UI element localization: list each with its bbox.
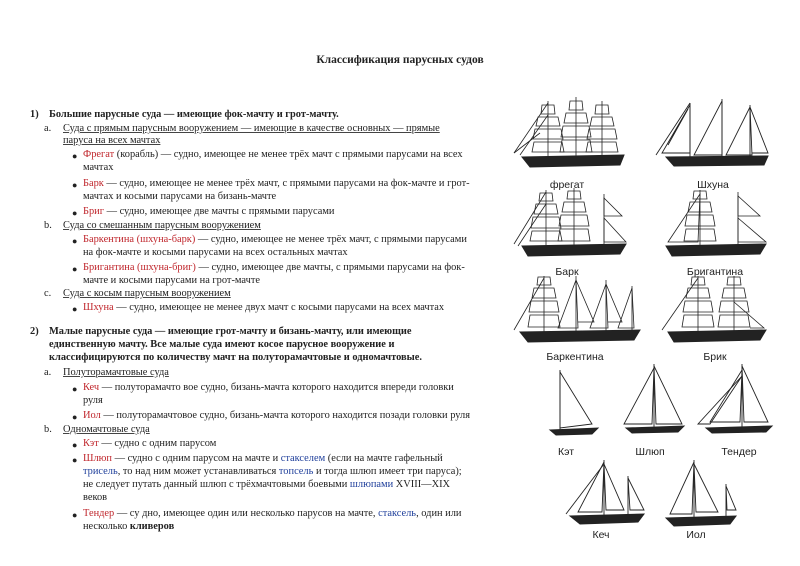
term-tender: Тендер [83, 508, 115, 519]
bullet-icon: ● [72, 208, 78, 218]
definition-barkentina [83, 234, 467, 246]
term-barkentina: Баркентина (шхуна-барк) [83, 234, 196, 245]
term-fregat: Фрегат [83, 149, 115, 160]
definition-kech [83, 382, 454, 394]
term-iol: Иол [83, 410, 101, 421]
ketch-boat-icon [564, 458, 648, 532]
caption-iol: Иол [686, 529, 706, 541]
text-line: на фок-мачте и косыми парусами на всех остальных мачтах [83, 247, 348, 258]
definition-brigantina [83, 262, 465, 274]
bullet-icon: ● [72, 151, 78, 161]
term-brig: Бриг [83, 206, 104, 217]
bullet-icon: ● [72, 412, 78, 422]
text-line: не следует путать данный шлюп с трёхмачтовыми боевыми [83, 479, 350, 490]
brig-ship-icon [660, 272, 770, 350]
bullet-icon: ● [72, 510, 78, 520]
text-line [83, 521, 174, 533]
list-marker-a: a. [44, 123, 52, 134]
text-line: мачте и косыми парусами на грот-мачте [83, 275, 261, 286]
caption-brigantina: Бригантина [686, 266, 744, 278]
text-line [83, 479, 450, 491]
text-line [83, 466, 462, 478]
text-line: — судно, имеющее не менее двух мачт с косыми парусами на всех мачтах [113, 302, 445, 313]
section-2-number: 2) [30, 326, 39, 337]
link-topsel[interactable]: топсель [278, 466, 314, 477]
bullet-icon: ● [72, 384, 78, 394]
text-line: XVIII—XIX [393, 479, 451, 490]
text-line: — судно, имеющее две мачты с прямыми парусами [103, 206, 335, 217]
term-brigantina: Бригантина (шхуна-бриг) [83, 262, 196, 273]
cat-boat-icon [546, 368, 606, 440]
term-shlyup: Шлюп [83, 453, 112, 464]
bullet-icon: ● [72, 455, 78, 465]
bullet-icon: ● [72, 264, 78, 274]
bullet-icon: ● [72, 304, 78, 314]
definition-tender [83, 508, 461, 520]
text-line: Полуторамачтовые суда [63, 367, 169, 378]
link-stakseli[interactable]: стакселем [280, 453, 326, 464]
text-line: несколько [83, 521, 130, 532]
caption-bark: Барк [555, 266, 579, 278]
text-line: Суда со смешанным парусным вооружением [63, 220, 261, 231]
definition-shlyup [83, 453, 443, 465]
caption-kech: Кеч [592, 529, 610, 541]
section-1-heading: Большие парусные суда — имеющие фок-мачту и грот-мачту. [49, 109, 339, 120]
bullet-icon: ● [72, 236, 78, 246]
list-marker-b: b. [44, 424, 52, 435]
text-line: мачтах [83, 162, 114, 173]
sloop-boat-icon [620, 362, 690, 440]
caption-barkentina: Баркентина [546, 351, 604, 363]
link-shlyupy[interactable]: шлюпами [349, 479, 394, 490]
bullet-icon: ● [72, 440, 78, 450]
text-line: — су дно, имеющее один или несколько парусов на мачте, [114, 508, 379, 519]
page-title: Классификация парусных судов [316, 54, 484, 66]
list-marker-b: b. [44, 220, 52, 231]
text-line: — судно с одним парусом [98, 438, 217, 449]
link-staksel[interactable]: стаксель [378, 508, 417, 519]
section-2-heading: классифицируются по количеству мачт на полуторамачтовые и одномачтовые. [49, 352, 422, 363]
schooner-ship-icon [656, 95, 772, 175]
list-marker-a: a. [44, 367, 52, 378]
brigantine-ship-icon [660, 186, 770, 264]
caption-shlyup: Шлюп [635, 446, 665, 458]
definition-iol [83, 410, 470, 422]
section-1-number: 1) [30, 109, 39, 120]
text-line: (корабль) — судно, имеющее не менее трёх мачт с прямыми парусами на всех [114, 149, 463, 160]
bullet-icon: ● [72, 180, 78, 190]
frigate-ship-icon [514, 95, 630, 175]
term-kech: Кеч [83, 382, 100, 393]
text-line: — судно, имеющее не менее трёх мачт, с прямыми парусами [195, 234, 467, 245]
section-2-heading: Малые парусные суда — имеющие грот-мачту и бизань-мачту, или имеющие [49, 326, 412, 337]
definition-bark [83, 178, 470, 190]
definition-shkhuna [83, 302, 444, 314]
section-2-heading: единственную мачту. Все малые суда имеют косое парусное вооружение и [49, 339, 395, 350]
text-line: — полуторамачтовое судно, бизань-мачта которого находится позади головки руля [100, 410, 470, 421]
term-kliver: кливеров [129, 521, 175, 532]
text-line: и тогда шлюп имеет три паруса); [313, 466, 462, 477]
text-line: Суда с прямым парусным вооружением — имеющие в качестве основных — прямые [63, 123, 440, 134]
caption-brik: Брик [703, 351, 727, 363]
yawl-boat-icon [660, 458, 740, 532]
text-line: Одномачтовые суда [63, 424, 150, 435]
caption-tender: Тендер [721, 446, 757, 458]
text-line: — судно с одним парусом на мачте и [112, 453, 281, 464]
text-line: мачтах и косыми парусами на бизань-мачте [83, 191, 277, 202]
bark-ship-icon [514, 186, 630, 264]
definition-fregat [83, 149, 463, 161]
text-line: (если на мачте гафельный [325, 453, 443, 464]
definition-ket [83, 438, 216, 450]
term-shkhuna: Шхуна [83, 302, 114, 313]
caption-fregat: фрегат [549, 179, 585, 191]
definition-brig [83, 206, 335, 218]
cutter-boat-icon [696, 362, 776, 440]
text-line: , то над ним может устанавливаться [117, 466, 279, 477]
term-ket: Кэт [83, 438, 99, 449]
text-line: веков [83, 492, 108, 503]
text-line: паруса на всех мачтах [63, 135, 161, 146]
text-line: Суда с косым парусным вооружением [63, 288, 231, 299]
list-marker-c: c. [44, 288, 52, 299]
text-line: , один или [416, 508, 462, 519]
text-line: — судно, имеющее не менее трёх мачт, с прямыми парусами на фок-мачте и грот- [103, 178, 470, 189]
text-line: — судно, имеющее две мачты, с прямыми парусами на фок- [195, 262, 465, 273]
term-bark: Барк [83, 178, 104, 189]
link-trisel[interactable]: трисель [83, 466, 118, 477]
text-line: — полуторамачто вое судно, бизань-мачта которого находится впереди головки [99, 382, 454, 393]
text-line: руля [83, 395, 103, 406]
caption-ket: Кэт [557, 446, 575, 458]
barkentine-ship-icon [514, 272, 644, 350]
caption-shkhuna: Шхуна [697, 179, 729, 191]
